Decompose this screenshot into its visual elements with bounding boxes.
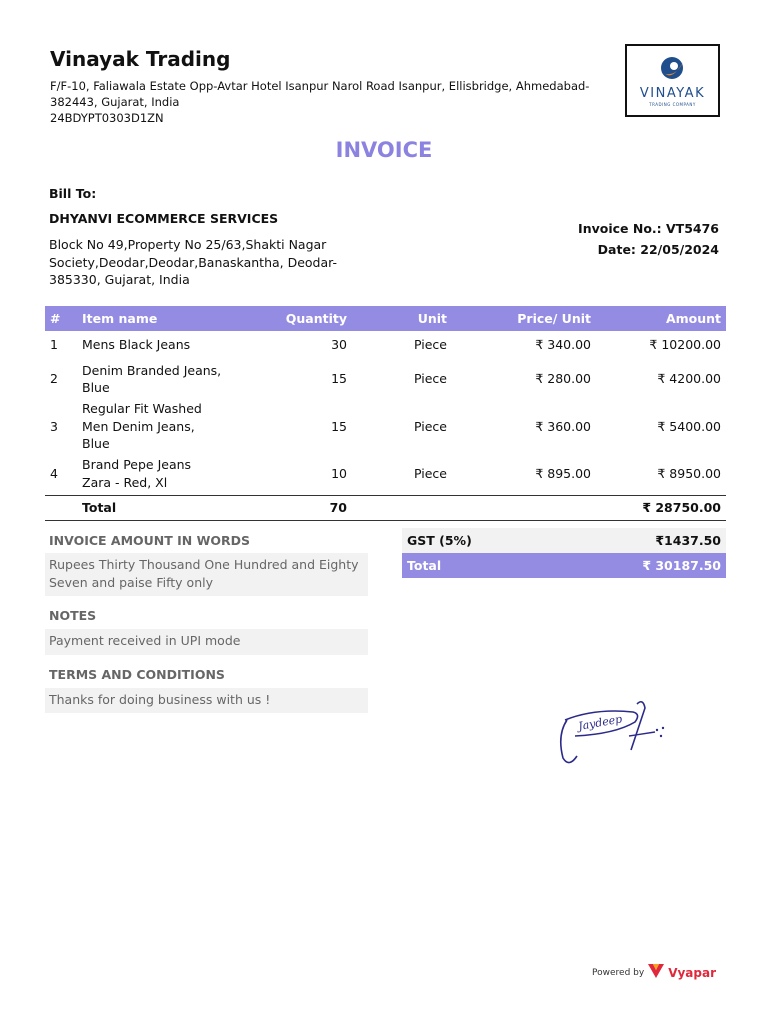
gst-row bbox=[402, 528, 726, 553]
company-name: Vinayak Trading bbox=[50, 47, 231, 71]
signature-image bbox=[545, 690, 680, 770]
powered-by-label: Powered by bbox=[592, 967, 645, 978]
col-header-item: Item name bbox=[77, 306, 227, 331]
powered-by-footer bbox=[592, 964, 716, 981]
terms-text: Thanks for doing business with us ! bbox=[45, 688, 368, 713]
col-header-unit: Unit bbox=[352, 306, 477, 331]
vyapar-logo-icon bbox=[648, 964, 664, 981]
cell-quantity: 15 bbox=[331, 371, 347, 387]
col-header-index: # bbox=[45, 306, 77, 331]
total-amount: ₹ 28750.00 bbox=[596, 495, 726, 520]
table-total-row bbox=[45, 495, 726, 520]
table-header-row bbox=[45, 306, 726, 331]
notes-heading: NOTES bbox=[49, 608, 97, 623]
customer-name: DHYANVI ECOMMERCE SERVICES bbox=[49, 211, 279, 226]
cell-index: 3 bbox=[50, 418, 58, 434]
cell-price: ₹ 280.00 bbox=[535, 371, 591, 387]
cell-price: ₹ 895.00 bbox=[535, 465, 591, 481]
logo-text: VINAYAK bbox=[639, 86, 706, 101]
cell-quantity: 10 bbox=[331, 465, 347, 481]
cell-price: ₹ 340.00 bbox=[535, 336, 591, 352]
cell-quantity: 30 bbox=[331, 336, 347, 352]
table-row bbox=[45, 453, 726, 496]
cell-unit: Piece bbox=[414, 371, 447, 387]
terms-heading: TERMS AND CONDITIONS bbox=[49, 667, 225, 682]
total-quantity: 70 bbox=[227, 495, 352, 520]
cell-amount: ₹ 5400.00 bbox=[657, 418, 721, 434]
cell-unit: Piece bbox=[414, 336, 447, 352]
logo-subtext: TRADING COMPANY bbox=[649, 102, 696, 107]
amount-words-heading: INVOICE AMOUNT IN WORDS bbox=[49, 533, 251, 548]
gst-value: ₹1437.50 bbox=[655, 533, 721, 548]
grand-total-value: ₹ 30187.50 bbox=[642, 558, 721, 573]
col-header-price: Price/ Unit bbox=[477, 306, 596, 331]
company-address: F/F-10, Faliawala Estate Opp-Avtar Hotel Isanpur Narol Road Isanpur, Ellisbridge, Ahmedabad-382443, Gujarat, India bbox=[50, 79, 590, 109]
cell-index: 1 bbox=[50, 336, 58, 352]
cell-item: Brand Pepe Jeans Zara - Red, Xl bbox=[82, 457, 192, 490]
total-label: Total bbox=[77, 495, 227, 520]
gst-label: GST (5%) bbox=[407, 533, 472, 548]
company-logo bbox=[625, 44, 720, 117]
cell-unit: Piece bbox=[414, 418, 447, 434]
cell-price: ₹ 360.00 bbox=[535, 418, 591, 434]
table-row bbox=[45, 331, 726, 358]
amount-words-text: Rupees Thirty Thousand One Hundred and Eighty Seven and paise Fifty only bbox=[45, 553, 368, 596]
col-header-amount: Amount bbox=[596, 306, 726, 331]
cell-index: 2 bbox=[50, 371, 58, 387]
grand-total-label: Total bbox=[407, 558, 442, 573]
invoice-date: Date: 22/05/2024 bbox=[597, 242, 719, 257]
cell-item: Mens Black Jeans bbox=[82, 336, 191, 352]
invoice-meta bbox=[578, 218, 719, 260]
notes-text: Payment received in UPI mode bbox=[45, 629, 368, 655]
grand-total-row bbox=[402, 553, 726, 578]
invoice-title: INVOICE bbox=[335, 138, 433, 162]
cell-quantity: 15 bbox=[331, 418, 347, 434]
customer-address: Block No 49,Property No 25/63,Shakti Nagar Society,Deodar,Deodar,Banaskantha, Deodar-385330, Gujarat, India bbox=[49, 237, 338, 287]
table-row bbox=[45, 400, 726, 453]
items-table bbox=[45, 306, 726, 521]
table-row bbox=[45, 358, 726, 400]
invoice-number: Invoice No.: VT5476 bbox=[578, 221, 719, 236]
cell-index: 4 bbox=[50, 465, 58, 481]
bill-to-label: Bill To: bbox=[49, 186, 97, 201]
company-gstin: 24BDYPT0303D1ZN bbox=[50, 111, 164, 125]
vyapar-brand: Vyapar bbox=[668, 965, 716, 980]
cell-item: Denim Branded Jeans, Blue bbox=[82, 362, 222, 395]
cell-amount: ₹ 8950.00 bbox=[657, 465, 721, 481]
signature-text: Jaydeep bbox=[577, 712, 624, 733]
cell-item: Regular Fit Washed Men Denim Jeans, Blue bbox=[82, 401, 202, 451]
cell-amount: ₹ 10200.00 bbox=[649, 336, 721, 352]
cell-unit: Piece bbox=[414, 465, 447, 481]
col-header-quantity: Quantity bbox=[227, 306, 352, 331]
cell-amount: ₹ 4200.00 bbox=[657, 371, 721, 387]
